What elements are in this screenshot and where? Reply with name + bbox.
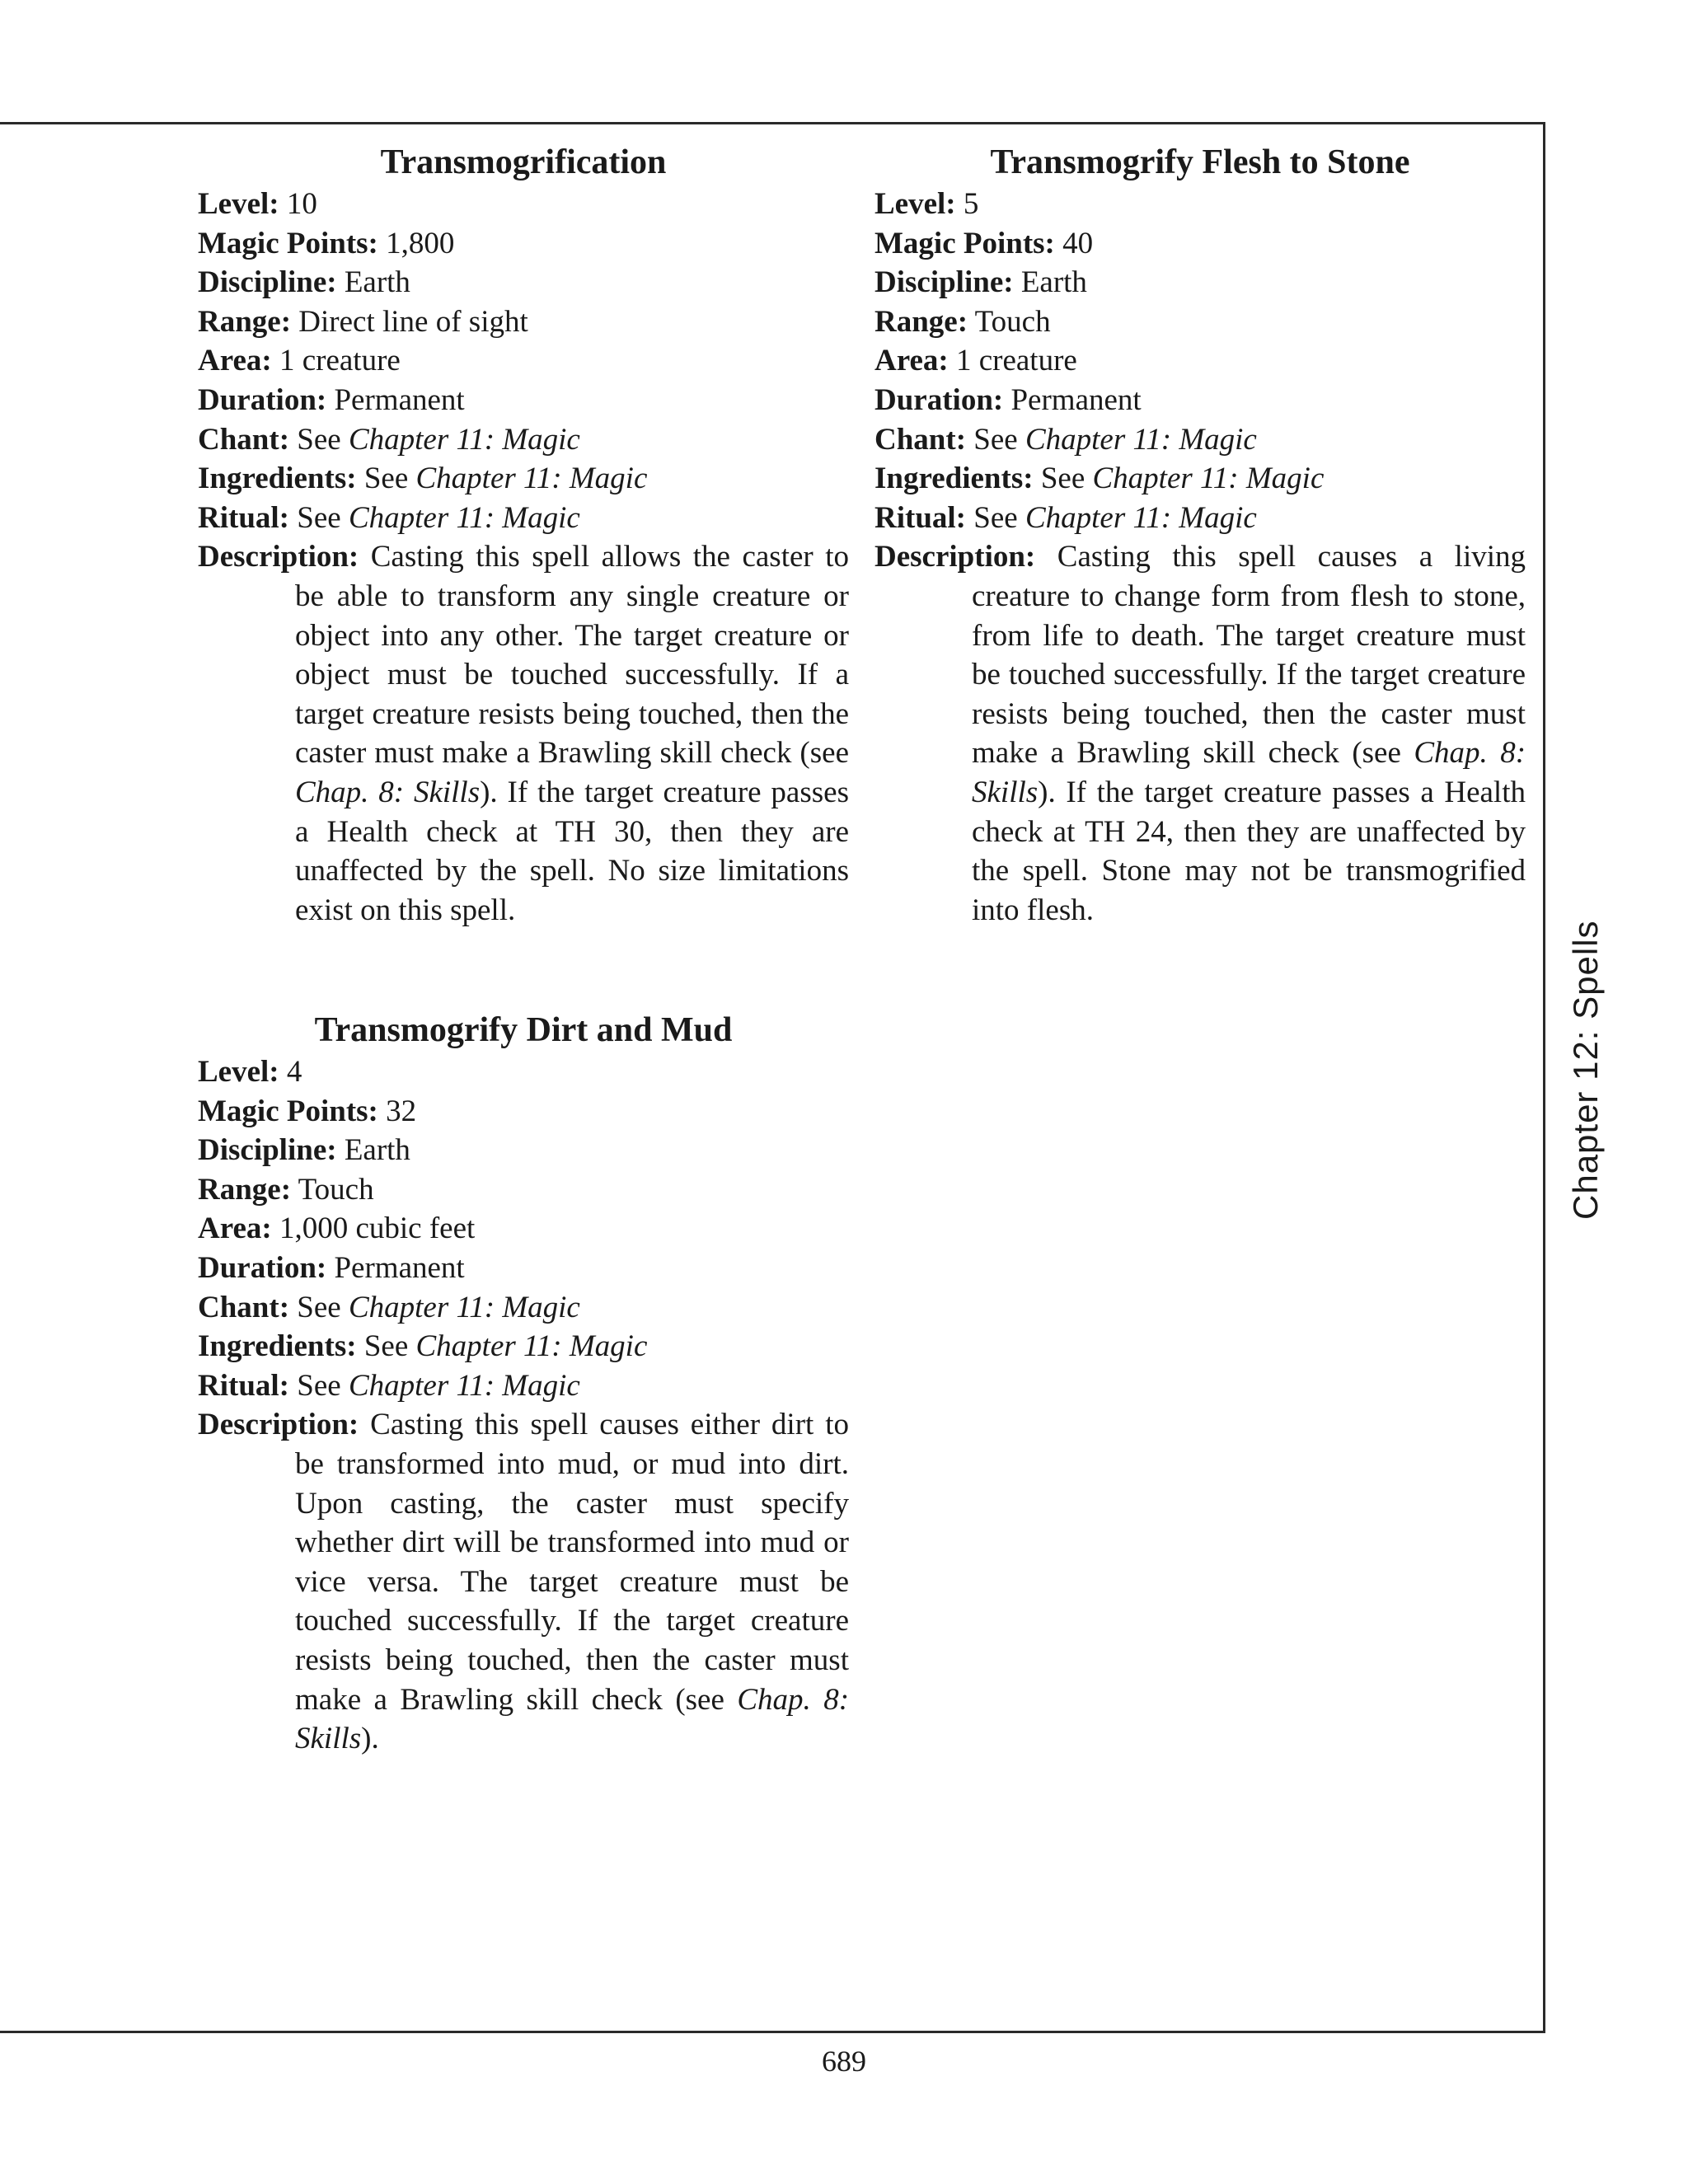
spell-magic-points	[198, 1092, 849, 1132]
spell-entry-transmogrification	[198, 142, 849, 930]
chant-label: Chant:	[198, 1290, 290, 1324]
magic-points-value: 32	[386, 1094, 417, 1128]
chant-label: Chant:	[874, 422, 967, 457]
discipline-label: Discipline:	[198, 1133, 337, 1168]
discipline-label: Discipline:	[874, 265, 1014, 300]
level-value: 4	[286, 1055, 302, 1089]
description-text-end: ). If the target creature passes a Health check at TH 24, then they are unaffected by the spell. Stone may not be transmogrified into flesh.	[972, 775, 1526, 927]
area-value: 1,000 cubic feet	[279, 1212, 476, 1246]
spell-ritual	[198, 1366, 849, 1406]
spell-duration	[874, 381, 1526, 420]
chant-see: See	[973, 422, 1018, 457]
area-label: Area:	[198, 1212, 272, 1246]
spell-level	[198, 1052, 849, 1092]
ritual-reference: Chapter 11: Magic	[348, 1368, 580, 1403]
chant-see: See	[297, 1290, 341, 1324]
spell-area	[198, 1209, 849, 1249]
chant-reference: Chapter 11: Magic	[348, 422, 580, 457]
spell-chant	[874, 420, 1526, 460]
spell-level	[198, 185, 849, 224]
area-value: 1 creature	[955, 344, 1077, 378]
spell-chant	[198, 1288, 849, 1328]
spell-discipline	[198, 1131, 849, 1170]
description-text-end: ).	[361, 1722, 379, 1756]
spell-magic-points	[874, 224, 1526, 264]
range-label: Range:	[198, 304, 292, 339]
magic-points-label: Magic Points:	[874, 226, 1055, 260]
spell-duration	[198, 1249, 849, 1288]
description-label: Description:	[198, 540, 359, 574]
magic-points-value: 1,800	[386, 226, 455, 260]
ingredients-label: Ingredients:	[198, 1329, 357, 1364]
spell-range	[198, 302, 849, 342]
ritual-see: See	[297, 1368, 341, 1403]
level-label: Level:	[198, 187, 279, 221]
range-value: Touch	[298, 1172, 374, 1207]
ingredients-see: See	[363, 1329, 409, 1364]
level-value: 10	[286, 187, 317, 221]
ingredients-reference: Chapter 11: Magic	[415, 1329, 648, 1364]
range-value: Touch	[974, 304, 1051, 339]
magic-points-value: 40	[1062, 226, 1094, 260]
spell-area	[874, 341, 1526, 381]
area-label: Area:	[874, 344, 949, 378]
ingredients-reference: Chapter 11: Magic	[1092, 462, 1325, 496]
area-value: 1 creature	[279, 344, 401, 378]
duration-label: Duration:	[198, 1250, 327, 1285]
ritual-label: Ritual:	[874, 500, 966, 535]
chant-reference: Chapter 11: Magic	[348, 1290, 580, 1324]
discipline-value: Earth	[344, 265, 410, 300]
ritual-label: Ritual:	[198, 500, 289, 535]
spell-title: Transmogrification	[380, 143, 667, 181]
page-number: 689	[822, 2045, 866, 2078]
chant-label: Chant:	[198, 422, 290, 457]
description-reference: Chap. 8: Skills	[295, 1682, 850, 1756]
discipline-value: Earth	[344, 1133, 410, 1168]
chant-see: See	[297, 422, 341, 457]
level-label: Level:	[874, 187, 956, 221]
range-value: Direct line of sight	[298, 304, 528, 339]
ritual-label: Ritual:	[198, 1368, 289, 1403]
ritual-see: See	[973, 500, 1018, 535]
ingredients-reference: Chapter 11: Magic	[415, 462, 648, 496]
spell-description	[198, 537, 849, 930]
chapter-side-tab: Chapter 12: Spells	[1566, 920, 1605, 1220]
spell-ritual	[198, 499, 849, 538]
description-reference: Chap. 8: Skills	[295, 775, 481, 809]
area-label: Area:	[198, 344, 272, 378]
ingredients-see: See	[1040, 462, 1085, 496]
ritual-see: See	[297, 500, 341, 535]
magic-points-label: Magic Points:	[198, 226, 378, 260]
chant-reference: Chapter 11: Magic	[1025, 422, 1257, 457]
description-reference: Chap. 8: Skills	[972, 736, 1526, 809]
duration-value: Permanent	[334, 1250, 465, 1285]
spell-entry-transmogrify-flesh-to-stone	[874, 142, 1526, 930]
duration-value: Permanent	[1010, 382, 1142, 417]
description-text: Casting this spell causes either dirt to be transformed into mud, or mud into dirt. Upon casting, the caster must specify whether dirt will be transformed into mud or vice versa. The target creature must be touched successfully. If the target creature resists being touched, then the caster must make a Brawling skill check (see	[295, 1408, 849, 1717]
spell-entry-transmogrify-dirt-and-mud	[198, 1010, 849, 1759]
spell-discipline	[198, 263, 849, 302]
spell-title: Transmogrify Dirt and Mud	[314, 1011, 733, 1049]
spell-range	[874, 302, 1526, 342]
magic-points-label: Magic Points:	[198, 1094, 378, 1128]
spell-duration	[198, 381, 849, 420]
range-label: Range:	[198, 1172, 292, 1207]
description-label: Description:	[198, 1408, 359, 1442]
level-label: Level:	[198, 1055, 279, 1089]
discipline-label: Discipline:	[198, 265, 337, 300]
duration-label: Duration:	[874, 382, 1004, 417]
discipline-value: Earth	[1020, 265, 1087, 300]
level-value: 5	[963, 187, 979, 221]
range-label: Range:	[874, 304, 968, 339]
ingredients-label: Ingredients:	[198, 462, 357, 496]
description-text-end: ). If the target creature passes a Health check at TH 30, then they are unaffected by the spell. No size limitations exist on this spell.	[295, 775, 849, 927]
ingredients-label: Ingredients:	[874, 462, 1034, 496]
spell-magic-points	[198, 224, 849, 264]
spell-ingredients	[874, 459, 1526, 499]
description-label: Description:	[874, 540, 1036, 574]
spell-discipline	[874, 263, 1526, 302]
spell-title: Transmogrify Flesh to Stone	[990, 143, 1410, 181]
spell-ritual	[874, 499, 1526, 538]
spell-chant	[198, 420, 849, 460]
spell-area	[198, 341, 849, 381]
spell-level	[874, 185, 1526, 224]
ingredients-see: See	[363, 462, 409, 496]
spell-range	[198, 1170, 849, 1210]
description-text: Casting this spell allows the caster to be able to transform any single creature or object into any other. The target creature or object must be touched successfully. If a target creature resists being touched, then the caster must make a Brawling skill check (see	[295, 540, 849, 771]
spell-description	[874, 537, 1526, 930]
spell-ingredients	[198, 459, 849, 499]
ritual-reference: Chapter 11: Magic	[1025, 500, 1257, 535]
spell-ingredients	[198, 1327, 849, 1366]
spell-description	[198, 1405, 849, 1758]
duration-value: Permanent	[334, 382, 465, 417]
description-text: Casting this spell causes a living creature to change form from flesh to stone, from life to death. The target creature must be touched successfully. If the target creature resists being touched, then the caster must make a Brawling skill check (see	[972, 540, 1526, 771]
duration-label: Duration:	[198, 382, 327, 417]
ritual-reference: Chapter 11: Magic	[348, 500, 580, 535]
